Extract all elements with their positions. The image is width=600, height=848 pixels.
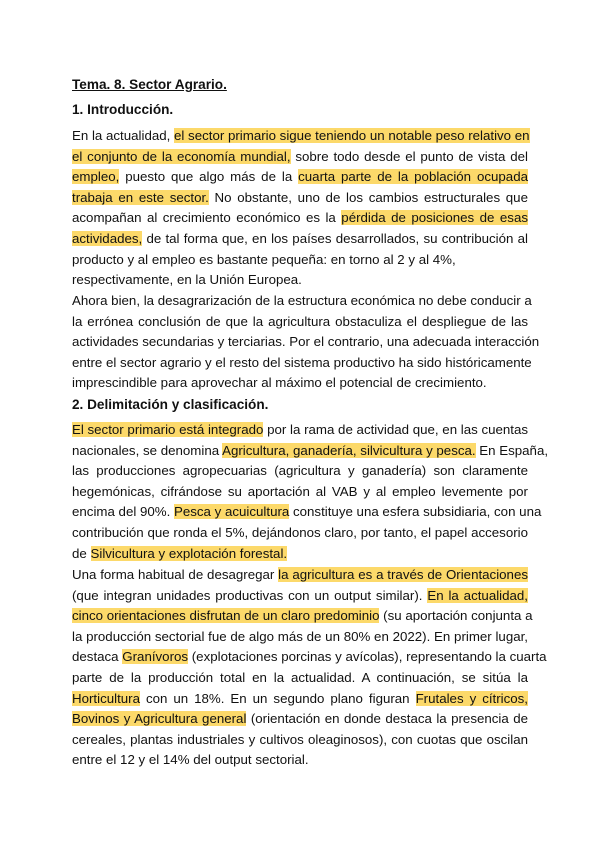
text-segment: las producciones agropecuarias (agricultura y ganadería) son claramente — [72, 463, 528, 479]
text-segment: parte de la producción total en la actualidad. A continuación, se sitúa la — [72, 670, 528, 685]
text-segment: destaca — [72, 649, 123, 665]
text-line — [72, 523, 528, 543]
highlighted-text: actividades, — [72, 231, 143, 246]
highlighted-text: Horticultura — [72, 690, 140, 706]
text-line — [72, 730, 528, 750]
highlighted-text: Granívoros — [122, 649, 189, 665]
text-line — [72, 167, 528, 187]
highlighted-text: Silvicultura y explotación forestal. — [90, 545, 288, 561]
text-segment: sobre todo desde el punto de vista del — [290, 148, 528, 164]
text-line — [72, 627, 528, 647]
text-line — [72, 420, 528, 440]
text-segment: puesto que algo más de la — [119, 169, 299, 185]
text-line — [72, 312, 528, 332]
highlighted-text: El sector primario está integrado — [72, 422, 264, 437]
highlighted-text: trabaja en este sector. — [72, 189, 209, 205]
text-line — [72, 482, 528, 502]
text-segment: En España, — [475, 442, 549, 458]
text-line — [72, 229, 528, 249]
text-segment: contribución que ronda el 5%, dejándonos claro, por tanto, el papel accesorio — [72, 525, 528, 540]
text-segment: cereales, plantas industriales y cultivos oleaginosos), con cuotas que oscilan — [72, 731, 528, 747]
text-segment: de — [72, 545, 91, 561]
text-line — [72, 668, 528, 688]
text-segment: constituye una esfera subsidiaria, con una — [289, 504, 542, 520]
highlighted-text: En la actualidad, — [427, 587, 528, 603]
text-line — [72, 353, 532, 373]
highlighted-text: el conjunto de la economía mundial, — [72, 148, 291, 164]
document-title: Tema. 8. Sector Agrario. — [72, 77, 227, 92]
highlighted-text: empleo, — [72, 169, 120, 185]
text-segment: entre el sector agrario y el resto del sistema productivo ha sido históricamente — [72, 354, 532, 370]
text-segment: (su aportación conjunta a — [379, 608, 533, 624]
text-line — [72, 544, 528, 564]
text-segment: No obstante, uno de los cambios estructurales que — [208, 189, 528, 205]
text-line — [72, 291, 532, 311]
text-segment: la errónea conclusión de que la agricultura obstaculiza el despliegue de las — [72, 313, 528, 329]
section-1-heading: 1. Introducción. — [72, 102, 174, 117]
highlighted-text: cinco orientaciones disfrutan de un claro predominio — [72, 608, 380, 624]
highlighted-text: Frutales y cítricos, — [415, 690, 528, 706]
text-line — [72, 147, 528, 167]
text-line — [72, 689, 528, 709]
text-segment: la producción sectorial fue de algo más de un 80% en 2022). En primer lugar, — [72, 628, 528, 644]
text-line — [72, 502, 542, 522]
text-segment: producto y al empleo es bastante pequeña: en torno al 2 y al 4%, — [72, 251, 456, 267]
text-segment: actividades secundarias y terciarias. Por el contrario, una adecuada interacción — [72, 334, 540, 350]
text-line — [72, 565, 528, 585]
text-segment: acompañan al crecimiento económico es la — [72, 210, 342, 226]
text-line — [72, 332, 540, 352]
text-segment: entre el 12 y el 14% del output sectorial. — [72, 752, 309, 768]
text-line — [72, 373, 528, 393]
text-segment: encima del 90%. — [72, 504, 174, 520]
text-line — [72, 709, 528, 729]
text-line — [72, 188, 528, 208]
highlighted-text: la agricultura es a través de Orientaciones — [278, 567, 528, 582]
highlighted-text: Pesca y acuicultura — [174, 504, 290, 520]
text-segment: En la actualidad, — [72, 128, 175, 143]
text-segment: de tal forma que, en los países desarrollados, su contribución al — [142, 231, 528, 246]
text-line — [72, 250, 528, 270]
text-line — [72, 270, 528, 290]
section-2-heading: 2. Delimitación y clasificación. — [72, 397, 269, 412]
text-line — [72, 606, 533, 626]
text-line — [72, 208, 528, 228]
text-segment: Ahora bien, la desagrarización de la estructura económica no debe conducir a — [72, 293, 532, 308]
highlighted-text: Bovinos y Agricultura general — [72, 711, 247, 727]
text-segment: hegemónicas, cifrándose su aportación al VAB y al empleo levemente por — [72, 483, 528, 499]
text-line — [72, 441, 549, 461]
text-segment: imprescindible para aprovechar al máximo el potencial de crecimiento. — [72, 375, 487, 391]
highlighted-text: pérdida de posiciones de esas — [341, 210, 528, 226]
text-line — [72, 586, 528, 606]
text-line — [72, 750, 528, 770]
text-segment: respectivamente, en la Unión Europea. — [72, 272, 302, 288]
text-segment: Una forma habitual de desagregar — [72, 567, 279, 582]
text-line — [72, 647, 547, 667]
highlighted-text: el sector primario sigue teniendo un notable peso relativo en — [174, 128, 530, 143]
text-segment: con un 18%. En un segundo plano figuran — [139, 690, 416, 706]
text-segment: (que integran unidades productivas con un output similar). — [72, 587, 428, 603]
highlighted-text: Agricultura, ganadería, silvicultura y pesca. — [222, 442, 476, 458]
text-segment: (orientación en donde destaca la presencia de — [246, 711, 528, 727]
text-segment: nacionales, se denomina — [72, 442, 223, 458]
text-line — [72, 461, 528, 481]
text-segment: (explotaciones porcinas y avícolas), representando la cuarta — [188, 649, 547, 665]
text-segment: por la rama de actividad que, en las cuentas — [263, 422, 529, 437]
highlighted-text: cuarta parte de la población ocupada — [298, 169, 528, 185]
text-line — [72, 126, 528, 146]
